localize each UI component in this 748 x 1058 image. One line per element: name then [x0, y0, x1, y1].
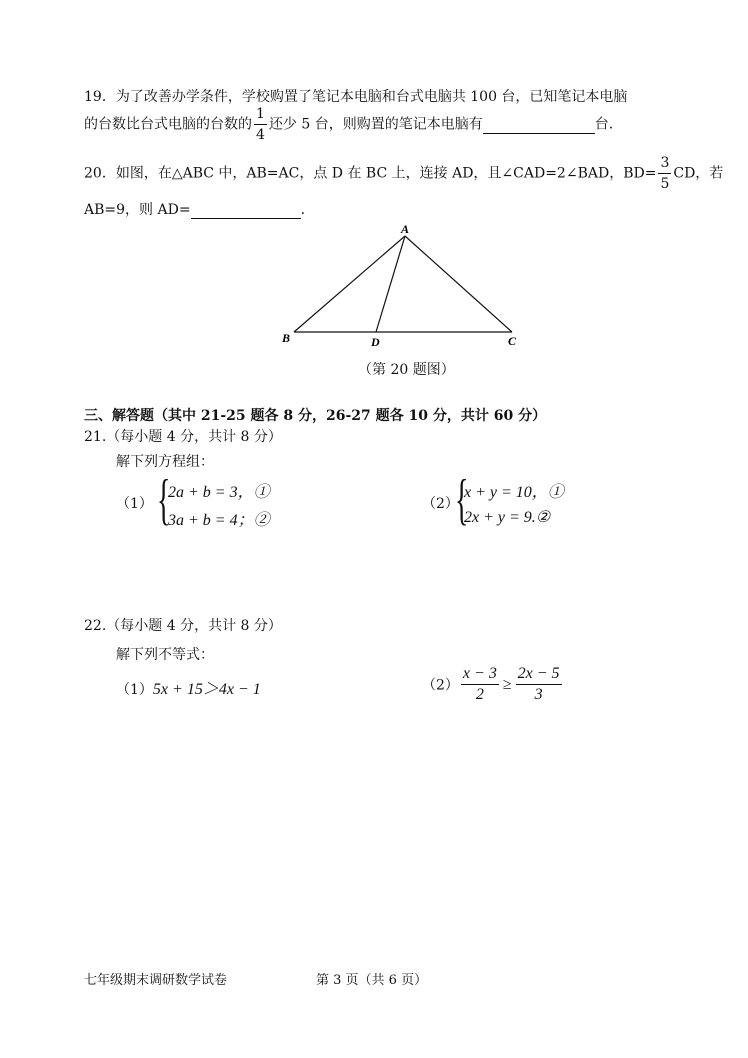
q19-answer-blank[interactable] — [483, 117, 595, 134]
q22-instruction: 解下列不等式： — [116, 647, 214, 663]
q20-line1 — [84, 153, 723, 194]
q21-p2-eq2: 2x + y = 9.② — [464, 509, 551, 526]
label-a: A — [401, 222, 410, 236]
figure-caption: （第 20 题图） — [358, 362, 455, 378]
q21-p2-eq1: x + y = 10，① — [464, 484, 564, 501]
footer-page-number: 第 3 页（共 6 页） — [316, 973, 428, 988]
section3-heading: 三、解答题（其中 21-25 题各 8 分，26-27 题各 10 分，共计 60 分） — [84, 408, 547, 424]
q19-frac-num: 1 — [254, 104, 267, 125]
footer-left: 七年级期末调研数学试卷 — [84, 973, 228, 988]
segment-ab — [294, 236, 405, 332]
q22-p2-right-num: 2x − 5 — [516, 664, 562, 685]
triangle-figure — [270, 218, 540, 358]
label-c: C — [508, 334, 517, 348]
q22-p2-left-num: x − 3 — [461, 664, 499, 685]
q21-header: 21.（每小题 4 分，共计 8 分） — [84, 429, 282, 445]
q22-p1-expr: 5x + 15＞4x − 1 — [152, 681, 261, 698]
q20-line2 — [84, 199, 305, 219]
q19-line2 — [84, 104, 613, 145]
q22-p2-left-fraction — [461, 664, 499, 705]
q22-p2-right-fraction — [516, 664, 562, 705]
q20-frac-num: 3 — [658, 153, 671, 174]
q20-line1-after: CD，若 — [673, 165, 724, 182]
q21-p2-label: （2） — [422, 496, 459, 512]
q19-line1: 19．为了改善办学条件，学校购置了笔记本电脑和台式电脑共 100 台，已知笔记本电脑 — [84, 89, 628, 105]
q21-p2-brace: { — [455, 469, 469, 531]
q22-p2-label: （2） — [422, 677, 459, 694]
q21-p1-label: （1） — [116, 496, 153, 512]
q22-header: 22.（每小题 4 分，共计 8 分） — [84, 618, 282, 634]
q21-p1-brace: { — [157, 469, 171, 531]
q19-line2-after: 还少 5 台，则购置的笔记本电脑有 — [268, 116, 483, 133]
q20-frac-den: 5 — [660, 176, 670, 192]
q22-p2-right-den: 3 — [534, 686, 543, 703]
label-b: B — [282, 331, 291, 345]
q21-p1-eq2: 3a + b = 4；② — [168, 512, 270, 529]
q22-p2-left-den: 2 — [475, 686, 484, 703]
q22-p2-op: ≥ — [502, 675, 512, 693]
q22-p1 — [116, 676, 261, 699]
q22-p1-label: （1） — [116, 682, 153, 698]
q20-line1-before: 20．如图，在△ABC 中，AB=AC，点 D 在 BC 上，连接 AD，且∠CAD=2∠BAD，BD= — [84, 165, 657, 182]
q19-line2-before: 的台数比台式电脑的台数的 — [84, 116, 252, 133]
q20-line2-end: . — [300, 202, 306, 218]
segment-ad — [376, 236, 405, 332]
q21-instruction: 解下列方程组： — [116, 454, 214, 470]
q22-p2 — [422, 664, 564, 705]
q21-p1-eq1: 2a + b = 3，① — [168, 484, 270, 501]
q19-line2-end: 台. — [594, 116, 614, 133]
q19-frac-den: 4 — [256, 127, 265, 143]
q20-line2-before: AB=9，则 AD= — [84, 202, 191, 218]
q19-fraction — [254, 104, 267, 145]
segment-ac — [405, 236, 512, 332]
q20-answer-blank[interactable] — [191, 202, 301, 219]
q20-fraction — [658, 153, 671, 194]
label-d: D — [371, 335, 380, 349]
